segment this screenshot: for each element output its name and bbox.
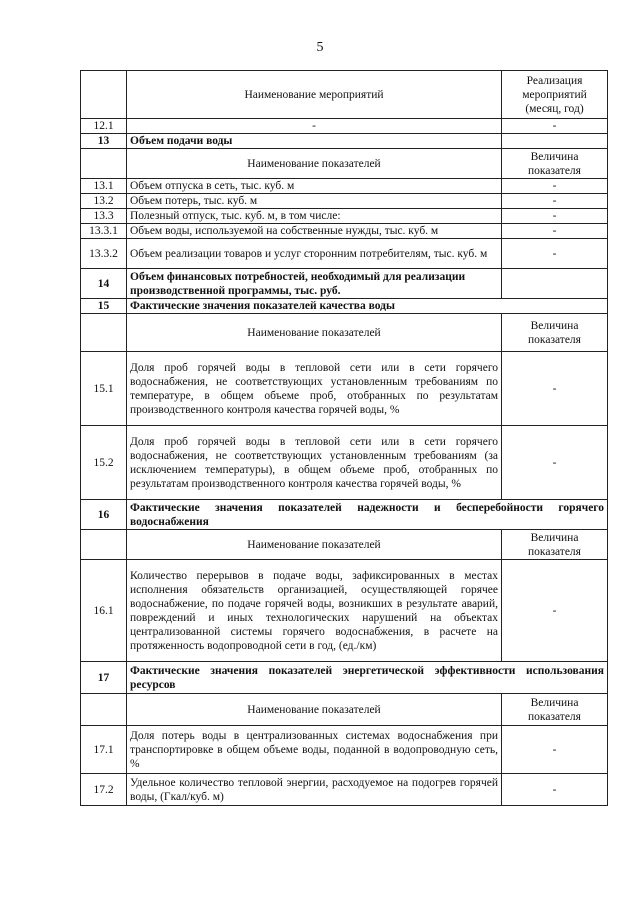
header-name-cell: Наименование мероприятий <box>127 71 502 119</box>
page-number: 5 <box>316 40 324 55</box>
section-number: 14 <box>81 269 127 299</box>
section-title: Объем подачи воды <box>127 134 502 149</box>
row-name: - <box>127 119 502 134</box>
section-number: 13 <box>81 134 127 149</box>
row-number: 17.2 <box>81 774 127 806</box>
table-row <box>81 774 608 806</box>
row-number: 16.1 <box>81 560 127 662</box>
row-value: - <box>502 239 608 269</box>
subheader-num-cell <box>81 530 127 560</box>
measures-table <box>80 70 608 806</box>
row-value: - <box>502 726 608 774</box>
table-row <box>81 224 608 239</box>
row-value: - <box>502 119 608 134</box>
row-value: - <box>502 560 608 662</box>
row-number: 13.2 <box>81 194 127 209</box>
row-name: Доля проб горячей воды в тепловой сети или в сети горячего водоснабжения, не соответствующих установленным требованиям (за исключением температуры), в общем объеме проб, отобранных по результатам производственного контроля качества горячей воды, % <box>127 426 502 500</box>
table-row <box>81 560 608 662</box>
row-number: 15.1 <box>81 352 127 426</box>
table-row <box>81 239 608 269</box>
subheader-row <box>81 530 608 560</box>
row-number: 13.3.2 <box>81 239 127 269</box>
row-name: Удельное количество тепловой энергии, расходуемое на подогрев горячей воды, (Гкал/куб. м) <box>127 774 502 806</box>
row-number: 13.3.1 <box>81 224 127 239</box>
section-title: Объем финансовых потребностей, необходимый для реализации производственной программы, тыс. руб. <box>127 269 502 299</box>
table-row <box>81 194 608 209</box>
section-row-15 <box>81 299 608 314</box>
section-value <box>502 134 608 149</box>
subheader-value-cell: Величина показателя <box>502 314 608 352</box>
section-row-17 <box>81 662 608 694</box>
row-value: - <box>502 194 608 209</box>
row-name: Объем потерь, тыс. куб. м <box>127 194 502 209</box>
row-name: Объем воды, используемой на собственные нужды, тыс. куб. м <box>127 224 502 239</box>
row-value: - <box>502 352 608 426</box>
section-title: Фактические значения показателей энергетической эффективности использования ресурсов <box>127 662 608 694</box>
row-value: - <box>502 209 608 224</box>
header-value-cell: Реализация мероприятий (месяц, год) <box>502 71 608 119</box>
row-name: Доля потерь воды в централизованных системах водоснабжения при транспортировке в общем объеме воды, поданной в водопроводную сеть, % <box>127 726 502 774</box>
section-row-13 <box>81 134 608 149</box>
row-value: - <box>502 774 608 806</box>
subheader-row <box>81 314 608 352</box>
section-title: Фактические значения показателей надежности и бесперебойности горячего водоснабжения <box>127 500 608 530</box>
section-number: 17 <box>81 662 127 694</box>
subheader-row <box>81 149 608 179</box>
row-value: - <box>502 179 608 194</box>
subheader-value-cell: Величина показателя <box>502 149 608 179</box>
table-row <box>81 352 608 426</box>
row-name: Полезный отпуск, тыс. куб. м, в том числе: <box>127 209 502 224</box>
subheader-name-cell: Наименование показателей <box>127 149 502 179</box>
table-row <box>81 119 608 134</box>
subheader-num-cell <box>81 149 127 179</box>
row-number: 17.1 <box>81 726 127 774</box>
table-row <box>81 726 608 774</box>
section-value <box>502 269 608 299</box>
table-header-row <box>81 71 608 119</box>
table-row <box>81 209 608 224</box>
subheader-num-cell <box>81 694 127 726</box>
section-row-14 <box>81 269 608 299</box>
subheader-row <box>81 694 608 726</box>
row-number: 13.3 <box>81 209 127 224</box>
row-name: Доля проб горячей воды в тепловой сети или в сети горячего водоснабжения, не соответствующих установленным требованиям по температуре, в общем объеме проб, отобранных по результатам производственного контроля качества горячей воды, % <box>127 352 502 426</box>
section-number: 16 <box>81 500 127 530</box>
row-name: Объем реализации товаров и услуг сторонним потребителям, тыс. куб. м <box>127 239 502 269</box>
row-number: 12.1 <box>81 119 127 134</box>
row-value: - <box>502 224 608 239</box>
subheader-value-cell: Величина показателя <box>502 694 608 726</box>
subheader-num-cell <box>81 314 127 352</box>
table-row <box>81 426 608 500</box>
subheader-name-cell: Наименование показателей <box>127 314 502 352</box>
table-row <box>81 179 608 194</box>
subheader-name-cell: Наименование показателей <box>127 694 502 726</box>
row-name: Количество перерывов в подаче воды, зафиксированных в местах исполнения обязательств организацией, осуществляющей горячее водоснабжение, по подаче горячей воды, возникших в результате аварий, повреждений и иных технологических нарушений на объектах централизованной системы горячего водоснабжения, в расчете на протяженность водопроводной сети в год, (ед./км) <box>127 560 502 662</box>
section-row-16 <box>81 500 608 530</box>
row-number: 15.2 <box>81 426 127 500</box>
header-num-cell <box>81 71 127 119</box>
row-value: - <box>502 426 608 500</box>
section-title: Фактические значения показателей качества воды <box>127 299 608 314</box>
row-name: Объем отпуска в сеть, тыс. куб. м <box>127 179 502 194</box>
subheader-name-cell: Наименование показателей <box>127 530 502 560</box>
section-number: 15 <box>81 299 127 314</box>
subheader-value-cell: Величина показателя <box>502 530 608 560</box>
row-number: 13.1 <box>81 179 127 194</box>
